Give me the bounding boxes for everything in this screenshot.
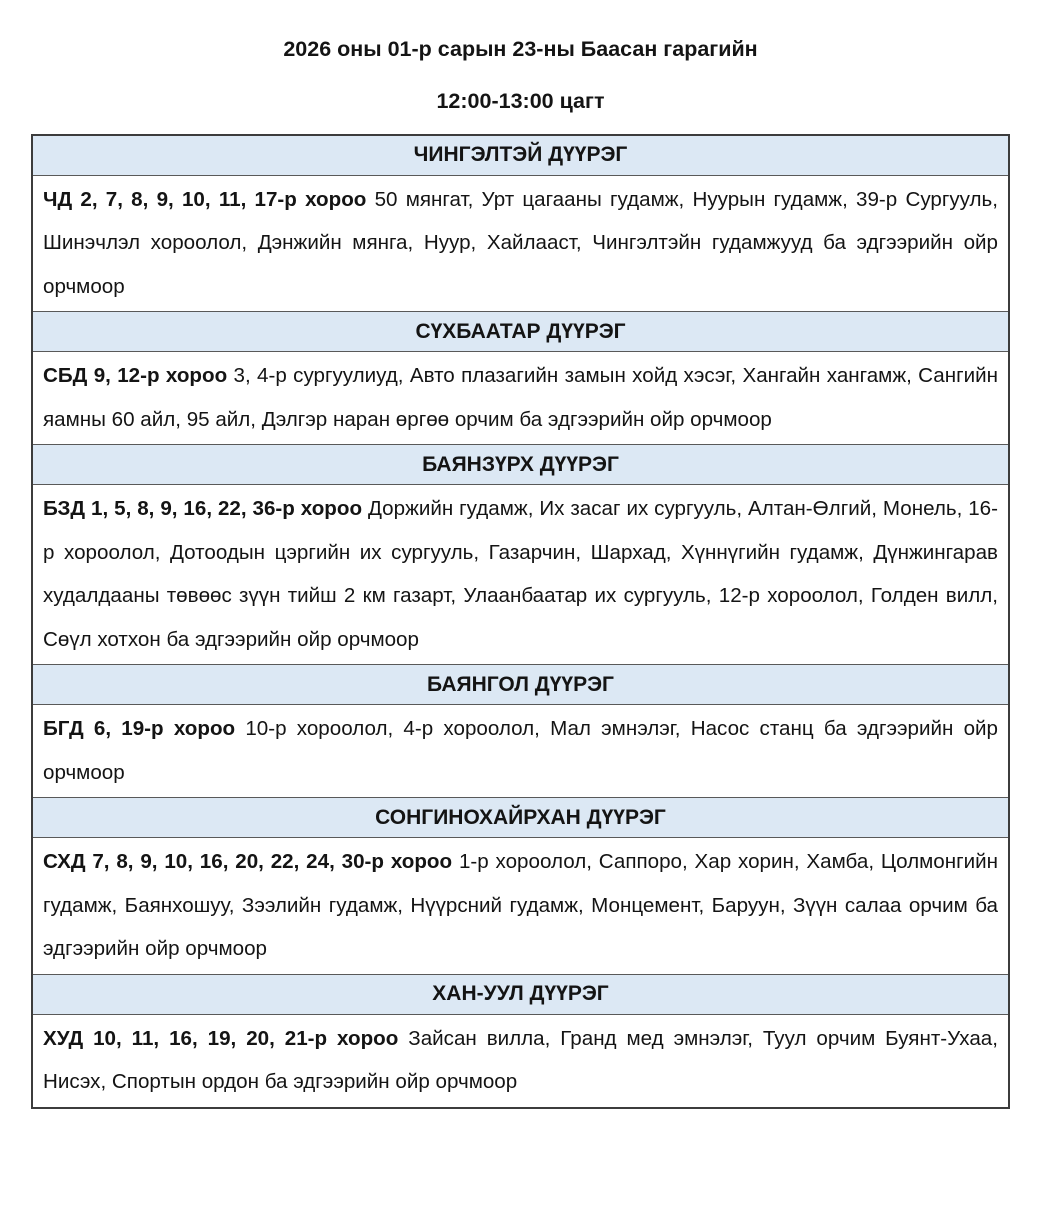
district-body-row <box>32 1014 1009 1108</box>
district-name: СОНГИНОХАЙРХАН ДҮҮРЭГ <box>375 805 666 829</box>
district-header-cell <box>32 445 1009 485</box>
district-header-row <box>32 135 1009 175</box>
district-details-cell <box>32 485 1009 665</box>
district-header-row <box>32 445 1009 485</box>
district-name: ХАН-УУЛ ДҮҮРЭГ <box>432 982 609 1005</box>
district-details-cell <box>32 705 1009 798</box>
district-header-cell <box>32 665 1009 705</box>
district-header-cell <box>32 135 1009 175</box>
district-header-row <box>32 665 1009 705</box>
areas-list: Доржийн гудамж, Их засаг их сургууль, Алтан-Өлгий, Монель, 16-р хороолол, Дотоодын цэргийн их сургууль, Газарчин, Шархад, Хүннүгийн гудамж, Дүнжингарав худалдааны төвөөс зүүн тийш 2 км газарт, Улаанбаатар их сургууль, 12-р хороолол, Голден вилл, Сөүл хотхон ба эдгээрийн ойр орчмоор <box>43 497 998 651</box>
district-body-row <box>32 485 1009 665</box>
areas-list: 1-р хороолол, Саппоро, Хар хорин, Хамба, Цолмонгийн гудамж, Баянхошуу, Зээлийн гудамж, Нүүрсний гудамж, Монцемент, Баруун, Зүүн салаа орчим ба эдгээрийн ойр орчмоор <box>43 850 998 960</box>
district-name: СҮХБААТАР ДҮҮРЭГ <box>415 319 626 343</box>
khoroo-list: СБД 9, 12-р хороо <box>43 364 228 387</box>
district-header-row <box>32 312 1009 352</box>
areas-list: 3, 4-р сургуулиуд, Авто плазагийн замын хойд хэсэг, Хангайн хангамж, Сангийн яамны 60 айл, 95 айл, Дэлгэр наран өргөө орчим ба эдгээрийн ойр орчмоор <box>43 364 998 431</box>
outage-schedule-table <box>31 134 1010 1109</box>
document-title-block <box>0 0 1041 114</box>
khoroo-list: ХУД 10, 11, 16, 19, 20, 21-р хороо <box>43 1026 399 1050</box>
district-body-row <box>32 352 1009 445</box>
areas-list: 10-р хороолол, 4-р хороолол, Мал эмнэлэг, Насос станц ба эдгээрийн ойр орчмоор <box>43 717 998 784</box>
khoroo-list: ЧД 2, 7, 8, 9, 10, 11, 17-р хороо <box>43 187 367 211</box>
district-name: ЧИНГЭЛТЭЙ ДҮҮРЭГ <box>413 143 628 167</box>
district-details-cell <box>32 838 1009 975</box>
district-header-row <box>32 974 1009 1014</box>
district-header-row <box>32 798 1009 838</box>
district-header-cell <box>32 974 1009 1014</box>
district-details-cell <box>32 175 1009 312</box>
khoroo-list: БГД 6, 19-р хороо <box>43 717 236 740</box>
khoroo-list: БЗД 1, 5, 8, 9, 16, 22, 36-р хороо <box>43 497 363 520</box>
district-body-row <box>32 838 1009 975</box>
areas-list: Зайсан вилла, Гранд мед эмнэлэг, Туул орчим Буянт-Ухаа, Нисэх, Спортын ордон ба эдгээрийн ойр орчмоор <box>43 1026 998 1093</box>
district-details-cell <box>32 1014 1009 1108</box>
document-title-time: 12:00-13:00 цагт <box>436 89 605 113</box>
district-name: БАЯНГОЛ ДҮҮРЭГ <box>427 672 614 696</box>
district-header-cell <box>32 798 1009 838</box>
district-body-row <box>32 705 1009 798</box>
district-details-cell <box>32 352 1009 445</box>
areas-list: 50 мянгат, Урт цагааны гудамж, Нуурын гудамж, 39-р Сургууль, Шинэчлэл хороолол, Дэнжийн мянга, Нуур, Хайлааст, Чингэлтэйн гудамжууд ба эдгээрийн ойр орчмоор <box>43 187 998 298</box>
district-header-cell <box>32 312 1009 352</box>
outage-schedule-table-body <box>32 135 1009 1108</box>
district-name: БАЯНЗҮРХ ДҮҮРЭГ <box>422 452 619 476</box>
district-body-row <box>32 175 1009 312</box>
document-title-date: 2026 оны 01-р сарын 23-ны Баасан гарагийн <box>283 37 758 61</box>
khoroo-list: СХД 7, 8, 9, 10, 16, 20, 22, 24, 30-р хороо <box>43 850 453 873</box>
